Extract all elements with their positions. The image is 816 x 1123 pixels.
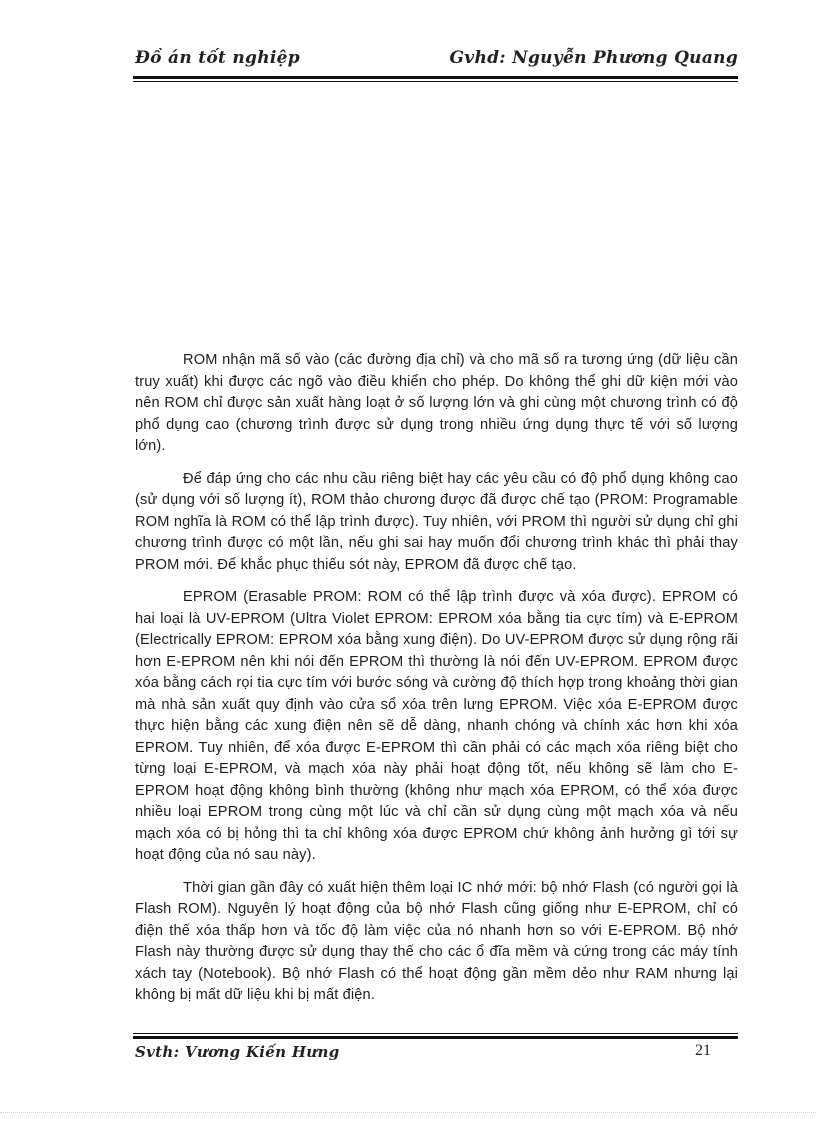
paragraph-flash: Thời gian gần đây có xuất hiện thêm loại IC nhớ mới: bộ nhớ Flash (có người gọi là Flash ROM). Nguyên lý hoạt động của bộ nhớ Flash cũng giống như E-EPROM, chỉ có điện thế xóa thấp hơn và tốc độ làm việc của nó nhanh hơn so với E-EPROM. Bộ nhớ Flash này thường được sử dụng thay thế cho các ổ đĩa mềm và cứng trong các máy tính xách tay (Notebook). Bộ nhớ Flash có thể hoạt động gần mềm dẻo như RAM nhưng lại không bị mất dữ liệu khi bị mất điện. xyxy=(135,879,738,1003)
footer-student: Svth: Vương Kiến Hưng xyxy=(135,1043,340,1061)
header-divider-thick xyxy=(133,76,738,79)
page-header xyxy=(133,48,738,74)
paragraph-eprom: EPROM (Erasable PROM: ROM có thể lập trình được và xóa được). EPROM có hai loại là UV-EPROM (Ultra Violet EPROM: EPROM xóa bằng tia cực tím) và E-EPROM (Electrically EPROM: EPROM xóa bằng xung điện). Do UV-EPROM được sử dụng rộng rãi hơn E-EPROM nên khi nói đến EPROM thì thường là nói đến UV-EPROM. EPROM được xóa bằng cách rọi tia cực tím với bước sóng và cường độ thích hợp trong khoảng thời gian mà nhà sản xuất quy định vào cửa sổ xóa trên lưng EPROM. Việc xóa E-EPROM được thực hiện bằng các xung điện nên sẽ dễ dàng, nhanh chóng và chính xác hơn khi xóa EPROM. Tuy nhiên, để xóa được E-EPROM thì cần phải có các mạch xóa riêng biệt cho từng loại E-EPROM, và mạch xóa này phải hoạt động tốt, nếu không sẽ làm cho E-EPROM hoạt động không bình thường (không như mạch xóa EPROM, có thể xóa được nhiều loại EPROM trong cùng một lúc và chỉ cần sử dụng cùng một mạch xóa và nếu mạch xóa có bị hỏng thì ta chỉ không xóa được EPROM chứ không ảnh hưởng gì tới sự hoạt động của nó sau này). xyxy=(135,589,738,863)
header-advisor: Gvhd: Nguyễn Phương Quang xyxy=(449,48,738,68)
page-number: 21 xyxy=(695,1042,711,1059)
footer-divider-thick xyxy=(133,1036,738,1039)
paragraph-rom: ROM nhận mã số vào (các đường địa chỉ) và cho mã số ra tương ứng (dữ liệu cần truy xuất) khi được các ngõ vào điều khiển cho phép. Do không thể ghi dữ kiện mới vào nên ROM chỉ được sản xuất hàng loạt ở số lượng lớn và ghi cùng một chương trình có độ phổ dụng cao (chương trình được sử dụng trong nhiều ứng dụng thực tế với số lượng lớn). xyxy=(135,352,738,454)
header-title: Đồ án tốt nghiệp xyxy=(135,48,300,68)
paragraph-prom: Để đáp ứng cho các nhu cầu riêng biệt hay các yêu cầu có độ phổ dụng không cao (sử dụng với số lượng ít), ROM thảo chương được đã được chế tạo (PROM: Programable ROM nghĩa là ROM có thể lập trình được). Tuy nhiên, với PROM thì người sử dụng chỉ ghi chương trình được có một lần, nếu ghi sai hay muốn đổi chương trình khác thì phải thay PROM mới. Để khắc phục thiếu sót này, EPROM đã được chế tạo. xyxy=(135,470,738,573)
footer-divider-thin xyxy=(133,1033,738,1034)
page-edge-divider xyxy=(0,1112,816,1113)
header-divider-thin xyxy=(133,81,738,82)
body-text xyxy=(135,350,738,1018)
